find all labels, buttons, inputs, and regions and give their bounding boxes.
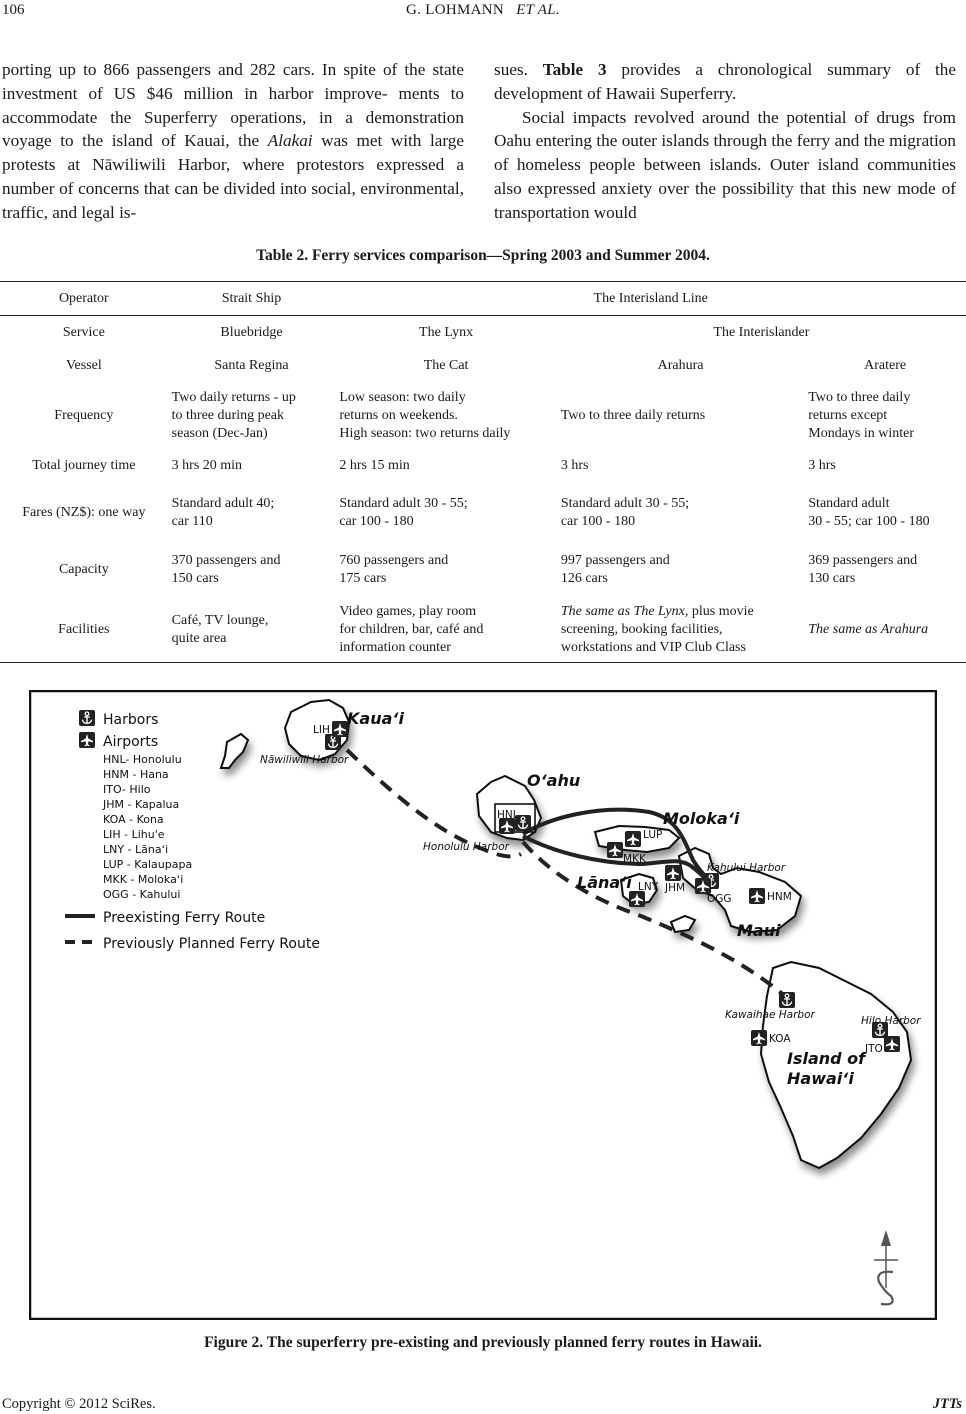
table-row [0,282,966,316]
table-cell: Two to three daily returns except Mondays in winter [808,390,915,441]
table-row [0,483,966,543]
airport-code-mkk: MKK [623,853,646,865]
table-row [0,543,966,597]
ogg-airport-plane-icon [695,878,711,894]
koa-airport-plane-icon [751,1030,767,1046]
mkk-airport-plane-icon [607,842,623,858]
table-cell: Two to three daily returns [560,408,706,423]
airport-code-lup: LUP [643,829,663,841]
legend-planned-label: Previously Planned Ferry Route [103,936,320,952]
legend-preexisting-label: Preexisting Ferry Route [103,910,266,926]
legend-airports-label: Airports [103,734,159,750]
table-row [0,316,966,350]
row-label: Vessel [65,358,102,373]
table-cell: Café, TV lounge, quite area [168,597,336,663]
airport-code-hnl: HNL [497,809,519,821]
table-cell: Standard adult 40; car 110 [171,496,275,529]
table-row [0,383,966,449]
airport-code-lih: LIH [313,724,330,736]
table-cell: Arahura [657,358,704,373]
legend-code: ITO- Hilo [103,783,151,796]
table-reference: Table 3 [542,60,607,79]
legend-code: LUP - Kalaupapa [103,858,193,871]
table-row [0,597,966,663]
legend-code: HNL- Honolulu [103,753,182,766]
ferry-route-map [29,690,937,1320]
island-label-hawaii-line1: Island of [787,1049,866,1068]
lih-airport-plane-icon [332,721,348,737]
island-label-oahu: Oʻahu [527,771,581,790]
kawaihae-harbor-anchor-icon [779,992,795,1008]
table-cell: Low season: two daily returns on weekends. High season: two returns daily [339,390,511,441]
harbor-label-kahului: Kahului Harbor [707,862,786,874]
legend-harbor-anchor-icon [79,710,95,726]
table-cell: The Cat [423,358,469,373]
table-cell: Standard adult 30 - 55; car 100 - 180 [560,496,690,529]
running-head: G. LOHMANN ET AL. [406,2,560,18]
legend-code: LIH - Lihu'e [103,828,165,841]
row-label: Facilities [0,597,168,663]
copyright-notice: Copyright © 2012 SciRes. [2,1396,156,1412]
table-cell: 3 hrs [560,458,589,473]
vessel-name: Alakai [267,131,313,151]
paragraph: porting up to 866 passengers and 282 cars. In spite of the state investment of US $46 million in harbor improve- ments to accommodate the Superferry operations, in a demonstration voyage to the island of Kauai, the Alakai was met with large protests at Nāwiliwili Harbor, where protestors expressed a number of concerns that can be divided into social, environmental, traffic, and legal is- [2,60,464,222]
airport-code-lny: LNY [638,881,659,893]
legend-code: KOA - Kona [103,813,164,826]
paragraph: Social impacts revolved around the potential of drugs from Oahu entering the outer islands through the ferry and the migration of homeless people between islands. Outer island communities also expressed anxiety over the possibility that this new mode of transportation would [494,107,956,222]
lny-airport-plane-icon [629,891,645,907]
legend-code: JHM - Kapalua [103,798,180,811]
harbor-label-honolulu: Honolulu Harbor [423,841,509,853]
table-caption: Table 2. Ferry services comparison—Spring 2003 and Summer 2004. [256,247,710,264]
page-header [0,2,966,24]
body-column-right [494,58,956,225]
table-cell: The same as The Lynx, plus movie screening, booking facilities, workstations and VIP Club Class [557,597,804,663]
table-cell: The same as Arahura [804,597,966,663]
legend-harbors-label: Harbors [103,712,159,728]
legend-code: LNY - Lānaʻi [103,843,169,856]
legend-code: OGG - Kahului [103,888,181,901]
lup-airport-plane-icon [625,831,641,847]
table-cell: The Lynx [419,324,474,340]
row-label: Total journey time [32,458,136,473]
table-row [0,449,966,483]
table-cell: 3 hrs [808,458,836,473]
island-label-kauai: Kauaʻi [347,709,404,728]
ferry-comparison-table [0,281,966,663]
table-cell: Aratere [864,358,907,373]
island-label-molokai: Molokaʻi [663,809,740,828]
airport-code-ogg: OGG [707,893,732,905]
table-row [0,349,966,383]
ito-airport-plane-icon [884,1036,900,1052]
table-cell: The Interislander [713,324,810,340]
jhm-airport-plane-icon [665,865,681,881]
journal-abbrev: JTTs [932,1396,962,1412]
hnm-airport-plane-icon [749,888,765,904]
row-label: Service [62,324,105,340]
airport-code-hnm: HNM [767,891,792,903]
figure-caption: Figure 2. The superferry pre-existing and previously planned ferry routes in Hawaii. [204,1334,762,1351]
row-label: Capacity [58,562,109,577]
island-label-lanai: Lānaʻi [577,873,632,892]
table-cell: 2 hrs 15 min [339,458,410,473]
legend-code: HNM - Hana [103,768,169,781]
airport-code-ito: ITO [865,1043,883,1055]
table-cell: 3 hrs 20 min [171,458,243,473]
table-cell: Bluebridge [220,324,283,340]
airport-code-koa: KOA [769,1033,791,1045]
harbor-label-nawiliwili: Nāwiliwili Harbor [260,754,349,766]
legend-code: MKK - Molokaʻi [103,873,184,886]
table-cell: 760 passengers and 175 cars [339,553,449,586]
body-column-left [2,58,464,225]
table-cell: 370 passengers and 150 cars [171,553,281,586]
page-number: 106 [2,2,25,18]
row-label: Frequency [54,408,114,423]
table-cell: Standard adult 30 - 55; car 100 - 180 [339,496,468,529]
table-cell: Santa Regina [214,358,289,373]
airport-code-jhm: JHM [665,882,686,894]
legend-airport-plane-icon [79,732,95,748]
table-cell: The Interisland Line [335,282,966,316]
row-label: Fares (NZ$): one way [22,505,146,520]
paragraph: sues. Table 3 provides a chronological summary of the development of Hawaii Superferry. [494,60,956,103]
harbor-label-kawaihae: Kawaihae Harbor [725,1009,815,1021]
island-label-hawaii-line2: Hawaiʻi [787,1069,854,1088]
table-cell: Video games, play room for children, bar, café and information counter [335,597,557,663]
row-label: Operator [0,282,168,316]
harbor-label-hilo: Hilo Harbor [861,1015,921,1027]
table-cell: Strait Ship [168,282,336,316]
island-label-maui: Maui [737,921,781,940]
table-cell: Two daily returns - up to three during peak season (Dec-Jan) [171,390,296,441]
table-cell: 369 passengers and 130 cars [808,553,918,586]
table-cell: Standard adult 30 - 55; car 100 - 180 [808,496,930,529]
table-cell: 997 passengers and 126 cars [560,553,670,586]
